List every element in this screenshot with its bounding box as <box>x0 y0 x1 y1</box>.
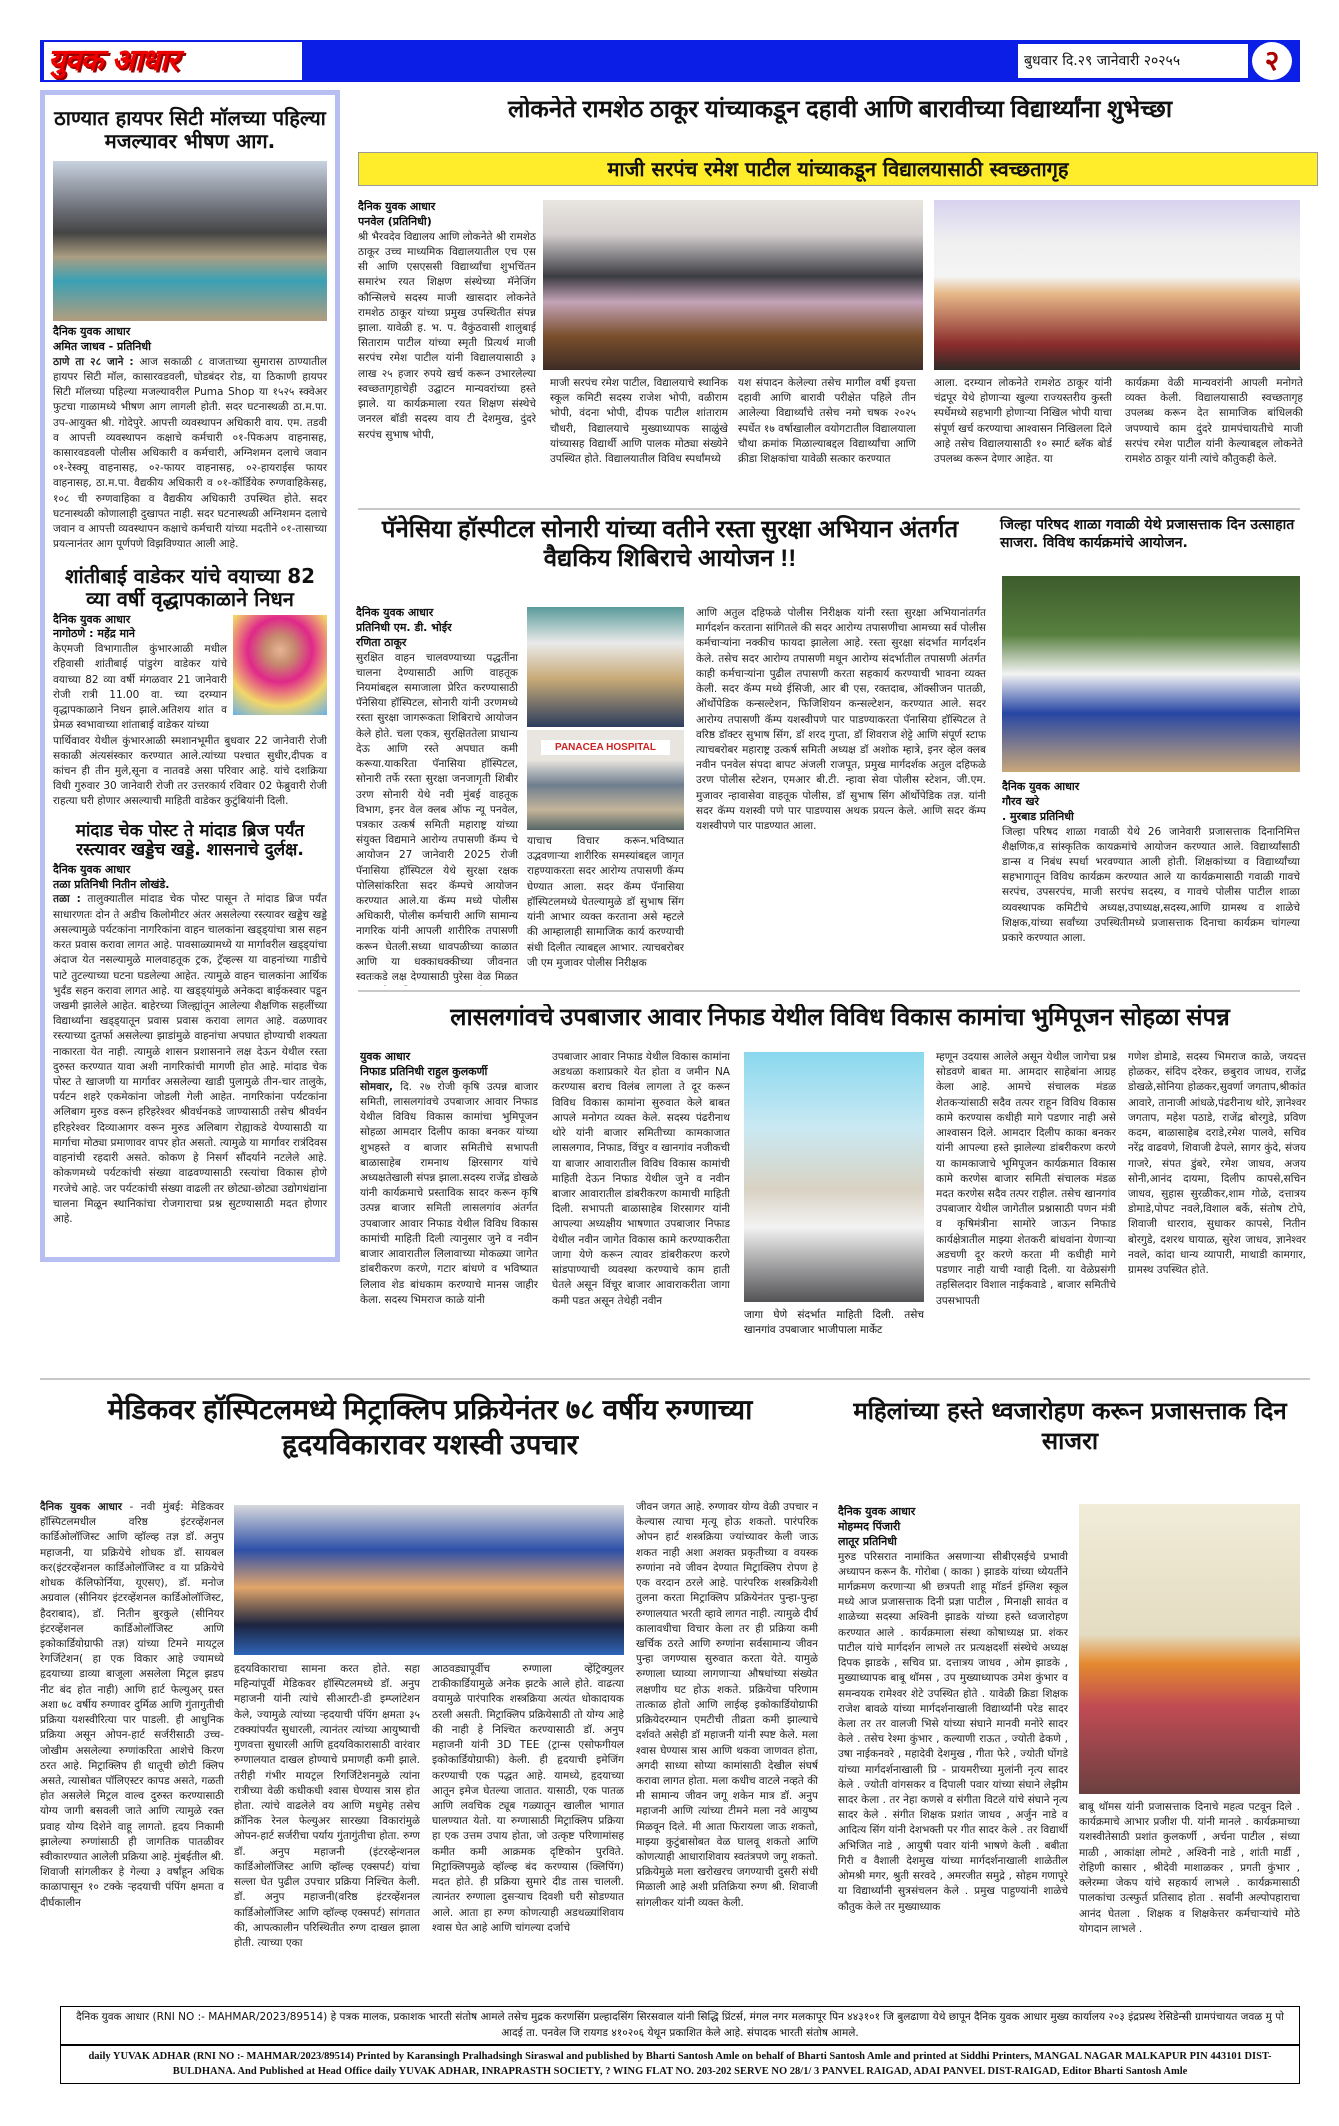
ramsheth-headline: लोकनेते रामशेठ ठाकूर यांच्याकडून दहावी आणि बारावीच्या विद्यार्थ्यांना शुभेच्छा <box>507 96 1173 123</box>
thane-fire-byline: अमित जाधव - प्रतिनिधी <box>53 339 151 353</box>
ramsheth-subheadline: माजी सरपंच रमेश पाटील यांच्याकडून विद्यालयासाठी स्वच्छतागृह <box>358 152 1318 186</box>
mandad-road-dateline: तळा : <box>53 893 81 906</box>
obituary-photo <box>233 615 327 715</box>
imprint-marathi: दैनिक युवक आधार (RNI NO :- MAHMAR/2023/89514) हे पत्रक मालक, प्रकाशक भारती संतोष आमले तसेच मुद्रक करणसिंग प्रल्हादसिंग सिरसवाल यांनी सिद्धि प्रिंटर्स, मंगल नगर मलकापूर पिन ४४३१०१ जि बुलढाणा येथे छापून दैनिक युवक आधार मुख्य कार्यालय २०३ इंद्रप्रस्थ रेसिडेन्सी ग्रामपंचायत जवळ मु पो आदई ता. पनवेल जि रायगड ४१०२०६ येथून प्रकाशित केले आहे. संपादक भारती संतोष आमले. <box>61 2007 1299 2046</box>
left-sidebar-column <box>40 90 340 1262</box>
thane-fire-photo <box>53 161 327 321</box>
ramsheth-photo-students <box>543 200 923 370</box>
gavali-body: जिल्हा परिषद शाळा गवाळी येथे 26 जानेवारी प्रजासत्ताक दिनानिमित्त शैक्षणिक,व सांस्कृतिक कायक्रमांचे आयोजन करण्यात आले. विद्यार्थ्यांसाठी डान्स व निबंध स्पर्धा भरवण्यात आली होती. शिक्षकांच्या व विद्यार्थ्यांच्या सहभागातून विविध कार्यक्रम करण्यात आले या कार्यक्रमासाठी गवाळी गावचे सरपंच, उपसरपंच, माजी सरपंच सदस्य, व गावचे पोलीस पाटील शाळा व्यवस्थापक कमिटीचे अध्यक्ष,उपाध्यक्ष,सदस्य,आणि ग्रामस्थ व शाळेचे शिक्षक,यांच्या सर्वांच्या उपस्थितीमध्ये प्रजासत्ताक दिनाचा कार्यक्रम चांगल्या प्रकारे करण्यात आला. <box>1002 825 1300 945</box>
imprint-english: daily YUVAK ADHAR (RNI NO :- MAHMAR/2023/89514) Printed by Karansingh Pralhadsingh Siraswal and published by Bharti Santosh Amle on behalf of Bharti Santosh Amle and printed at Siddhi Printers, MANGAL NAGAR MALKAPUR PIN 443101 DIST- BULDHANA. And Published at Head Office daily YUVAK ADHAR, INRAPRASTH SOCIETY, ? WING FLAT NO. 203-202 SERVE NO 28/1/ 3 PANVEL RAIGAD, ADAI PANVEL DIST-RAIGAD, Editor Bharti Santosh Amle <box>88 2050 1272 2078</box>
panacea-headline: पॅनेसिया हॉस्पीटल सोनारी यांच्या वतीने रस्ता सुरक्षा अभियान अंतर्गत वैद्यकिय शिबिराचे आयोजन !! <box>381 516 959 572</box>
obituary-source: दैनिक युवक आधार <box>53 612 131 626</box>
gavali-byline1: गौरव खरे <box>1002 794 1039 808</box>
panacea-photo-checkup <box>527 607 684 727</box>
divider <box>358 990 1300 992</box>
flag-hoisting-col1: मुरुड परिसरात नामांकित असणाऱ्या सीबीएसईचे प्रभावी अध्यापन करून कै. गोरोबा ( काका ) झाडके यांच्या ध्येयर्तीने मार्गक्रमण करणाऱ्या श्री छत्रपती शाहू मॉडर्न इंग्लिश स्कूल मध्ये आज प्रजासत्ताक दिनी प्रज्ञा पाटील , मिनाक्षी सावंत व शाळेच्या सदस्या अश्विनी झाडके यांच्या हस्ते ध्वजारोहण करण्यात आले . कार्यक्रमाला संस्था कोषाध्यक्ष प्रा. शंकर पाटील यांचे मार्गदर्शन लाभले तर प्रत्यक्षदर्शी संस्थेचे अध्यक्ष दिपक झाडके , सचिव प्रा. दत्तात्रय जाधव , ओम झाडके , मुख्याध्यापक बाबू थॉमस , उप मुख्याध्यापक उमेश कुंभार व समन्वयक रामेश्वर शेटे उपस्थित होते . यावेळी क्रिडा शिक्षक राजेश बावळे यांच्या मार्गदर्शनाखाली विद्यार्थ्यांनी परेड सादर केला तर तर वालजी भिसे यांच्या संघाने मानवी मनोरे सादर केले . तसेच रेश्मा कुंभार , कल्याणी राऊत , ज्योती ढेकणे , उषा नाईकनवरे , महादेवी देशमुख , गीता फेरे , ज्योती घोंगडे यांच्या मार्गदर्शनाखाली प्रि - प्रायमरीच्या मुलांनी नृत्य सादर केले . ज्योती वांगसकर व दिपाली पवार यांच्या संघाने लेझीम सादर केला . तर नेहा कणसे व संगीता विटले यांचे संघाने नृत्य सादर केले . संगीत शिक्षक प्रशांत जाधव , अर्जुन नाडे व आदित्य सिंग यांनी देशभक्ती पर गीत सादर केले . तर विद्यार्थी अभिजित नाडे , आयुषी पवार यांनी भाषणे केली . बबीता गिरी व वैशाली देशमुख यांच्या मार्गदर्शनाखाली शाळेतील ओमश्री मगर, श्रुती सरवदे , अमरजीत समुद्रे , सोहम गणापूरे या विद्यार्थ्यांनी सुत्रसंचलन केले . प्रमुख पाहुण्यांनी शाळेचे कौतुक केले तर मुख्याध्याक <box>838 1550 1068 1913</box>
flag-hoisting-byline1: मोहम्मद पिंजारी <box>838 1519 901 1533</box>
ramsheth-source: दैनिक युवक आधार <box>358 200 436 213</box>
panacea-source: दैनिक युवक आधार <box>356 606 434 619</box>
lasalgaon-col4: गणेश डोमाडे, सदस्य भिमराज काळे, जयदत्त होळकर, संदिप दरेकर, छबुराव जाधव, राजेंद्र डोखळे,सोनिया होळकर,सुवर्णा जगताप,श्रीकांत आवारे, तानाजी आंधळे,पंढरीनाथ थोरे, ज्ञानेश्वर जगताप, महेश पठाडे, राजेंद्र बोरगुडे, प्रविण कदम, बाळासाहेब दराडे,रमेश पालवे, सचिव नरेंद्र वाढवणे, शिवाजी ढेपले, सागर कुंदे, संजय गाजरे, संपत डुंबरे, रमेश जाधव, अजय सोनी,आनंद दायमा, दिलीप कापसे,सचिन जाधव, सुहास सुरळीकर,शाम गोळे, दत्तात्रय डोमाडे,पोपट नवले,विशाल बर्के, संतोष टोपे, शिवाजी धारराव, सुधाकर कापसे, नितीन बोरगुडे, दशरथ घायाळ, सुरेश जाधव, ज्ञानेश्वर नवले, कांदा धान्य व्यापारी, माथाडी कामगार, ग्रामस्थ उपस्थित होते. <box>1128 1051 1306 1277</box>
panacea-byline1: प्रतिनिधी एम. डी. भोईर <box>356 620 452 634</box>
flag-hoisting-source: दैनिक युवक आधार <box>838 1505 916 1518</box>
gavali-headline: जिल्हा परिषद शाळा गवाळी येथे प्रजासत्ताक दिन उत्साहात साजरा. विविध कार्यक्रमांचे आयोजन. <box>1000 517 1295 552</box>
lasalgaon-col2: उपबाजार आवार निफाड येथील विकास कामांना अडथळा कशाप्रकारे येत होता व जमीन NA करण्यास बराच विलंब लागला ते दूर करून विविध विकास कामांना सुरुवात केले बाबत आपले मनोगत व्यक्त केले. सदस्य पंढरीनाथ थोरे यांनी बाजार समितीच्या कामकाजात लासलगाव, निफाड, विंचुर व खानगांव नजीकची या बाजार आवारातील विविध विकास कामांची माहिती देऊन निफाड येथील जुने व नवीन बाजार आवारातील डांबरीकरण कामाची माहिती दिली. सभापती बाळासाहेब शिरसागर यांनी आपल्या अध्यक्षीय भाषणात उपबाजार निफाड येथील नवीन जागेत विकास कामे करण्याकरीता जागा येणे करून त्यावर डांबरीकरण करणे सांडपाण्याची व्यवस्था करण्याचे काम हाती घेतले असून विंचूर बाजार आवाराकरीता जागा कमी पडत असून तेथेही नवीन <box>552 1051 730 1307</box>
newspaper-logo: युवक आधार <box>44 42 302 80</box>
panacea-photo-group <box>527 730 684 830</box>
panacea-col1: सुरक्षित वाहन चालवण्याच्या पद्धतींना चालना देण्यासाठी आणि वाहतूक नियमांबद्दल समाजाला प्रेरित करण्यासाठी पॅनेसिया हॉस्पिटल, सोनारी यांनी उरणमध्ये रस्ता सुरक्षा जागरूकता शिबिराचे आयोजन केले होते. चला एकत्र, सुरक्षिततेला प्राधान्य देऊ आणि रस्ते अपघात कमी करूया.याकरिता पॅनासिया हॉस्पिटल, सोनारी तर्फे रस्ता सुरक्षा जनजागृती शिबीर उरण सोनारी येथे नवी मुंबई वाहतूक विभाग, इनर वेल क्लब ऑफ न्यू पनवेल, पत्रकार उत्कर्ष समिती महाराष्ट्र यांच्या संयुक्त विद्यमाने आरोग्य तपासणी कॅम्प चे आयोजन 27 जानेवारी 2025 रोजी पॅनासिया हॉस्पिटल येथे सुरक्षा रक्षक पोलिसांकरिता सदर कॅम्पचे आयोजन करण्यात आले.या कॅम्प मध्ये पोलीस अधिकारी, पोलीस कर्मचारी आणि सामान्य नागरिक यांनी आपली शारीरिक तपासणी करून घेतली.सध्या धावपळीच्या काळात आणि या धक्काधक्कीच्या जीवनात स्वतःकडे लक्ष देण्यासाठी पुरेसा वेळ मिळत <box>356 651 518 984</box>
medicover-dateline: - नवी मुंबई: <box>129 1501 184 1513</box>
gavali-byline2: . मुरबाड प्रतिनिधी <box>1002 809 1074 823</box>
lasalgaon-headline: लासलगांवचे उपबाजार आवार निफाड येथील विविध विकास कामांचा भुमिपूजन सोहळा संपन्न <box>450 1004 1230 1031</box>
flag-hoisting-col2: बाबू थॉमस यांनी प्रजासत्ताक दिनाचे महत्व पटवून दिले . कार्यक्रमाचे आभार प्रजीश पी. यांनी मानले . कार्यक्रमाच्या यशस्वीतेसाठी प्रशांत कुलकर्णी , अर्चना पाटील , संध्या माळी , आकांक्षा लोमटे , अश्विनी नाडे , शांती मार्डी , रोहिणी कासार , श्रीदेवी माशाळकर , प्रगती कुंभार , क्लेरम्मा जेकप यांचे सहकार्य लाभले . कार्यक्रमासाठी पालकांचा उत्स्फुर्त प्रतिसाद होता . सर्वांनी अल्पोपहाराचा आनंद घेतला . शिक्षक व शिक्षकेत्तर कर्मचाऱ्यांचे मोठे योगदान लाभले . <box>1079 1801 1300 1935</box>
panacea-hospital-sign: PANACEA HOSPITAL <box>541 740 670 755</box>
obituary-headline: शांतीबाई वाडेकर यांचे वयाच्या 82 व्या वर्षी वृद्धापकाळाने निधन <box>64 563 316 611</box>
lasalgaon-source: युवक आधार <box>360 1050 411 1063</box>
panacea-col3: आणि अतुल दहिफळे पोलीस निरीक्षक यांनी रस्ता सुरक्षा अभियानांतर्गत मार्गदर्शन करताना सांगितले की सदर आरोग्य तपासणीचा आमच्या सर्व पोलीस कर्मचाऱ्यांना नक्कीच फायदा झालेला आहे. रस्ता सुरक्षा संदर्भात मार्गदर्शन केले. तसेच सदर आरोग्य तपासणी मधून आरोग्य संदर्भातील तपासणी अंतर्गत काही कर्मचाऱ्यांना पुढील तपासणी करता सहकार्य करण्याची भावना व्यक्त केली. सदर कॅम्प मध्ये ईसिजी, आर बी एस, रक्तदाब, ऑक्सीजन पातळी, ऑर्थोपेडिक कन्सल्टेशन, फिजिशियन कन्सल्टेशन, करण्यात आले. सदर आरोग्य तपासणी कॅम्प यशस्वीपणे पार पाडण्याकरता पॅनासिया हॉस्पिटल ते वरिष्ठ डॉक्टर सुभाष सिंग, डॉ शरद गुप्ता, डॉ शिवराज शेट्टे आणि संपूर्ण स्टाफ त्याचबरोबर महाराष्ट्र उत्कर्ष समिती अध्यक्ष डॉ अशोक म्हात्रे, इनर व्हेल क्लब नवीन पनवेल संपदा बापट अंजली राजपूत, प्रमुख मार्गदर्शक अतुल दहिफळे उरण पोलीस स्टेशन, एमआर बी.टी. न्हावा सेवा पोलीस स्टेशन, जी.एम. मुजावर न्हावासेवा वाहतूक पोलीस, डॉ सुभाष सिंग ऑर्थोपेडिक तज्ञ. यांनी सदर कॅम्प यशस्वी पणे पार पाडण्यास अथक प्रयत्न केले. आणि सदर कॅम्प यशस्वीपणे पार पाडण्यात आला. <box>696 607 986 833</box>
ramsheth-col4: आला. दरम्यान लोकनेते रामशेठ ठाकूर यांनी चंद्रपूर येथे होणाऱ्या खुल्या राज्यस्तरीय कुस्ती स्पर्धेमध्ये सहभागी होणाऱ्या निखिल भोपी याचा संपूर्ण खर्च करण्याचा आश्वासन निखिलला दिले आहे तसेच विद्यालयासाठी १० स्मार्ट ब्लॅक बोर्ड उपलब्ध करून देणार आहेत. या <box>934 377 1112 466</box>
obituary-byline: नागोठणे : महेंद्र माने <box>53 627 136 641</box>
mandad-road-byline: तळा प्रतिनिधी नितीन लोखंडे. <box>53 877 170 891</box>
gavali-source: दैनिक युवक आधार <box>1002 780 1080 793</box>
panacea-col2: याचाच विचार करून.भविष्यात उद्भवणाऱ्या शारीरिक समस्यांबद्दल जागृत राहण्याकरता सदर आरोग्य तपासणी कॅम्प घेण्यात आला. सदर कॅम्प पॅनासिया हॉस्पिटलमध्ये घेतल्यामुळे डॉ सुभाष सिंग यांनी आभार व्यक्त करताना असे म्हटले की आम्हालाही सामाजिक कार्य करण्याची संधी दिलीत त्याबद्दल आभार. त्याचबरोबर जी एम मुजावर पोलीस निरीक्षक <box>527 835 684 969</box>
medicover-source: दैनिक युवक आधार <box>40 1501 123 1513</box>
medicover-photo <box>234 1505 624 1655</box>
obituary-body-bottom: पार्थिवावर येथील कुंभारआळी स्मशानभूमीत बुधवार 22 जानेवारी रोजी सकाळी अंत्यसंस्कार करण्यात आले.त्यांच्या पश्चात सुधीर,दीपक व कांचन ही तीन मुले,सूना व नातवडे असा परिवार आहे. यांचे दशक्रिया विधी गुरुवार 30 जानेवारी रोजी तर उत्तरकार्य रविवार 02 फेब्रुवारी रोजी राहत्या घरी होणार असल्याची माहिती वाडेकर कुटुंबियांनी दिली. <box>53 734 327 808</box>
lasalgaon-col3: म्हणून उदयास आलेले असून येथील जागेचा प्रश्न सोडवणे बाबत मा. आमदार साहेबांना आग्रह केला आहे. आमचे संचालक मंडळ शेतकऱ्यांसाठी सदैव तत्पर राहून विविध विकास कामे करण्यास कधीही मागे पडणार नाही असे आश्वासन दिले. आमदार दिलीप काका बनकर यांनी आपल्या हस्ते झालेल्या डांबरीकरण करणे या कामकाजाचे भूमिपूजन कार्यक्रमात विकास कामे करणेस बाजार समिती संचालक मंडळ मदत करणेस सदैव तत्पर राहील. तसेच खानगांव उपबाजार येथील जागेतील प्रश्नासाठी पणन मंत्री व कृषिमंत्रीना सामोरे जाऊन निफाड कार्यक्षेत्रातील माझ्या शेतकरी बांधवांना येणाऱ्या अडचणी दूर करणे करता मी कधीही मागे पडणार नाही याची ग्वाही दिली. या वेळेप्रसंगी तहसिलदार विशाल नाईकवाडे , बाजार समितीचे उपसभापती <box>936 1051 1116 1307</box>
imprint-footer <box>60 2006 1300 2084</box>
medicover-col4: जीवन जगत आहे. रुग्णावर योग्य वेळी उपचार न केल्यास त्याचा मृत्यू होऊ शकतो. पारंपरिक ओपन हार्ट शस्त्रक्रिया ज्यांच्यावर केली जाऊ शकत नाही अशा अशक्त प्रकृतीच्या व वयस्क रुग्णांना नवे जीवन देण्यात मिट्राक्लिप रोपण हे एक वरदान ठरले आहे. पारंपरिक शस्त्रक्रियेशी तुलना करता मिट्राक्लिप प्रक्रियेनंतर पुन्हा-पुन्हा रुग्णालयात भरती व्हावे लागत नाही. त्यामुळे दीर्घ कालावधीचा विचार केला तर ही प्रक्रिया कमी खर्चिक ठरते आणि रुग्णांना सर्वसामान्य जीवन पुन्हा जगण्यास सुरुवात करता येते. यामुळे रुग्णाला घ्याव्या लागणाऱ्या औषधांच्या संख्येत लक्षणीय घट होऊ शकते. प्रक्रियेचा परिणाम तात्काळ होतो आणि लाईव्ह इकोकार्डियोग्राफी प्रक्रियेदरम्यान एमटीची तीव्रता कमी झाल्याचे दर्शवते असेही डॉ महाजनी यांनी स्पष्ट केले. मला श्वास घेण्यास त्रास आणि थकवा जाणवत होता, अगदी साध्या सोप्या कामांसाठी देखील संघर्ष करावा लागत होता. मला कधीच वाटले नव्हते की मी सामान्य जीवन जगू शकेन मात्र डॉ. अनुप महाजनी आणि त्यांच्या टीमने मला नवे आयुष्य मिळवून दिले. मी आता फिरायला जाऊ शकतो, माझ्या कुटुंबासोबत वेळ घालवू शकतो आणि कोणत्याही आधाराशिवाय स्वतंत्रपणे जगू शकतो. प्रक्रियेमुळे मला खरोखरच जगण्याची दुसरी संधी मिळाली आहे अशी प्रतिक्रिया रुग्ण श्री. शिवाजी सांगलीकर यांनी व्यक्त केली. <box>636 1501 818 1909</box>
page-number: २ <box>1252 42 1292 80</box>
gavali-photo <box>1002 576 1300 772</box>
medicover-col3: आठवड्यापूर्वीच रुग्णाला व्हेंट्रिक्युलर टाकीकार्डियामुळे अनेक झटके आले होते. वाढत्या वयामुळे पारंपारिक शस्त्रक्रिया अत्यंत धोकादायक ठरली असती. मिट्राक्लिप प्रक्रियेसाठी तो योग्य आहे की नाही हे निश्चित करण्यासाठी डॉ. अनुप महाजनी यांनी 3D TEE (ट्रान्स एसोफगीयल इकोकार्डियोग्राफी) केली. ही हृदयाची इमेजिंग करण्याची एक पद्धत आहे. यामध्ये, हृदयाच्या आतून इमेज घेतल्या जातात. यासाठी, एक पातळ आणि लवचिक ट्यूब गळ्यातून खालील भागात घालण्यात येतो. या रुग्णासाठी मिट्राक्लिप प्रक्रिया हा एक उत्तम उपाय होता, जो उत्कृष्ट परिणामांसह कमीत कमी आक्रमक दृष्टिकोन पुरविते. मिट्राक्लिपमुळे व्हॉल्व्ह बंद करण्यास (क्लिपिंग) मदत होते. ही प्रक्रिया सुमारे दीड तास चालली. त्यानंतर रुग्णाला दुसऱ्याच दिवशी घरी सोडण्यात आले. आता हा रुग्ण कोणत्याही अडथळ्यांशिवाय श्वास घेत आहे आणि चांगल्या दर्जाचे <box>432 1663 624 1934</box>
obituary-body-top: केएमजी विभागातील कुंभारआळी मधील रहिवासी शांतीबाई पांडुरंग वाडेकर यांचे वयाच्या 82 व्या वर्षी मंगळवार 21 जानेवारी रोजी रात्री 11.00 वा. च्या दरम्यान वृद्धापकाळाने निधन झाले.अतिशय शांत व प्रेमळ स्वभावाच्या शांताबाई वाडेकर यांच्या <box>53 643 227 732</box>
medicover-col2: हृदयविकाराचा सामना करत होते. सहा महिन्यांपूर्वी मेडिकवर हॉस्पिटलमध्ये डॉ. अनुप महाजनी यांनी त्यांचे सीआरटी-डी इम्प्लांटेशन केले, ज्यामुळे त्यांच्या ऱ्हदयाची पंपिंग क्षमता ३५ टक्क्यांपर्यंत सुधारली, त्यानंतर त्यांच्या आयुष्याची गुणवत्ता सुधारली आणि हृदयविकारासाठी वारंवार रुग्णालयात दाखल होण्याचे प्रमाणही कमी झाले. तरीही गंभीर मायट्रल रिगर्जिटेशनमुळे त्यांना रात्रीच्या वेळी कधीकधी श्वास घेण्यास त्रास होत होता. त्यांचे वाढलेले वय आणि मधुमेह तसेच क्रॉनिक रेनल फेल्युअर सारख्या विकारांमुळे ओपन-हार्ट सर्जरीचा पर्याय गुंतागुंतीचा होता. रुग्ण डॉ. अनुप महाजनी (इंटरव्हेन्शनल कार्डिओलॉजिस्ट आणि व्हॉल्व्ह एक्सपर्ट) यांचा सल्ला घेत पुढील उपचार प्रक्रिया निश्चित केली. डॉ. अनुप महाजनी(वरिष्ठ इंटरव्हेंशनल कार्डिओलॉजिस्ट आणि व्हॉल्व्ह एक्सपर्ट) सांगतात की, आपत्कालीन परिस्थितीत रुग्ण दाखल झाला होती. त्याच्या एका <box>234 1663 420 1949</box>
masthead <box>40 40 1300 82</box>
thane-fire-body: आज सकाळी ८ वाजताच्या सुमारास ठाण्यातील हायपर सिटी मॉल, कासारवडवली, घोडबंदर रोड, या ठिकाणी हायपर सिटी मॉलच्या पहिल्या मजल्यावरील Puma Shop या १५२५ स्क्वेअर फुटचा गाळामध्ये भीषण आग लागली होती. सदर घटनास्थळी ठा.म.पा. उप-आयुक्त श्री. गोदेपुरे. आपत्ती व्यवस्थापन अधिकारी वाय. एम. तडवी व आपत्ती व्यवस्थापन कक्षाचे कर्मचारी ०१-पिकअप वाहनासह, कासारवडवली पोलीस अधिकारी व कर्मचारी, अग्निशमन दलाचे जवान ०१-रेस्क्यू वाहनासह, ०२-फायर वाहनासह, ०२-हायराईस फायर वाहनासह, ठा.म.पा. वैद्यकीय अधिकारी व ०१-कॉर्डियेक रुग्णवाहिकेसह, १०८ ची रुग्णवाहिका व वैद्यकीय अधिकारी उपस्थित होते. सदर घटनास्थळी कोणालाही दुखापत नाही. सदर घटनास्थळी अग्निशमन दलाचे जवान व आपत्ती व्यवस्थापन कक्षाचे कर्मचारी यांच्या मदतीने ०१-तासाच्या प्रयत्नानंतर आग पूर्णपणे विझविण्यात आली आहे. <box>53 355 327 551</box>
lasalgaon-photo <box>744 1052 924 1302</box>
lasalgaon-col1: दि. २७ रोजी कृषि उत्पन्न बाजार समिती, लासलगांवचे उपबाजार आवार निफाड येथील विविध विकास कामांचा भुमिपूजन सोहळा आमदार दिलीप काका बनकर यांच्या शुभहस्ते व बाजार समितीचे सभापती बाळासाहेब रामनाथ क्षिरसागर यांचे अध्यक्षतेखाली संपन्न झाला.सदस्य राजेंद्र डोखळे यांनी कार्यक्रमाचे प्रस्ताविक सादर करून कृषि उत्पन्न बाजार समिती लासलगांव अंतर्गत उपबाजार आवार निफाड येथील विविध विकास कामांची माहिती दिली त्यानुसार जुने व नवीन बाजार आवारातील लिलावाच्या मोकळ्या जागेत डांबरीकरण करणे, गटार बांधणे व भविष्यात लिलाव शेड बांधकाम करण्याचे मानस जाहीर केला. सदस्य भिमराज काळे यांनी <box>360 1080 538 1306</box>
thane-fire-source: दैनिक युवक आधार <box>53 325 131 338</box>
ramsheth-col5: कार्यक्रमा वेळी मान्यवरांनी आपली मनोगते व्यक्त केली. विद्यालयासाठी स्वच्छतागृह उपलब्ध करून देत सामाजिक बांधिलकी जपण्याचे काम दुंदरे ग्रामपंचायतीचे माजी सरपंच रमेश पाटील यांनी केल्याबद्दल लोकनेते रामशेठ ठाकूर यांनी त्यांचे कौतुकही केले. <box>1125 377 1303 466</box>
mandad-road-body: तालुक्यातील मांदाड चेक पोस्ट पासून ते मांदाड ब्रिज पर्यंत साधारणतः दोन ते अडीच किलोमीटर अंतर असलेल्या रस्त्यावर खड्डेच खड्डे असल्यामुळे पर्यटकांना नागरिकांना वाहन चालकांना खड्ड्यांचा त्रास सहन करत प्रवास करावा लागत आहे. पावसाळ्यामध्ये या मार्गावरील खड्ड्यांचा अंदाज येत नसल्यामुळे मालवाहतूक ट्रक, ट्रॅव्हल्स या वाहनांच्या गाडीचे पाटे तुटल्याच्या घटना घडलेल्या आहेत. त्यामुळे वाहन चालकांना आर्थिक भुर्दंड सहन करावा लागत आहे. या खड्ड्यांमुळे अनेकदा बाईकस्वार पडून जखमी झालेले आहेत. बाहेरच्या जिल्ह्यांतून आलेल्या शैक्षणिक सहलींच्या विद्यार्थ्यांना खड्ड्यातून प्रवास प्रवास करावा लागत आहे. वळणावर रस्त्याच्या दुतर्फा असलेल्या झाडांमुळे वाहनांचा अपघात होण्याची शक्यता नाकारता येत नाही. त्यामुळे शासन प्रशासनाने लक्ष देऊन येथील रस्ता दुरुस्त करण्यात यावा अशी नागरिकांची मागणी होत आहे. मांदाड चेक पोस्ट ते खाजणी या मार्गावर असलेल्या खाडी पुलामुळे तीन-चार तालुके, पर्यटन शहरे एकमेकांना जोडली गेली आहेत. नागरिकांना पर्यटकांना अलिबाग मुरुड वरून हरिहरेश्वर श्रीवर्धनकडे जाण्यासाठी तसेच श्रीवर्धन हरिहरेश्वर दिव्याआगर वरून मुरुड अलिबाग रोह्याकडे येण्यासाठी या मार्गाचा मोठ्या प्रमाणावर वापर होत असतो. त्यामुळे या मार्गावर रात्रंदिवस वाहनांची रहदारी असते. कोकण हे निसर्ग सौंदर्याने नटलेले आहे. कोकणमध्ये पर्यटकांची संख्या वाढवण्यासाठी रस्त्यांचा विकास होणे गरजेचे आहे. जर पर्यटकांची संख्या वाढली तर छोट्या-छोट्या उद्योगधंद्यांना चालना मिळून स्थानिकांचा रोजगाराचा प्रश्न सुटण्यासाठी मदत होणार आहे. <box>53 893 327 1225</box>
medicover-col1: मेडिकवर हॉस्पिटलमधील वरिष्ठ इंटरव्हेंशनल कार्डिओलॉजिस्ट आणि व्हॉल्व्ह तज्ञ डॉ. अनुप महाजनी, या प्रक्रियेचे शोधक डॉ. सायबल कर(इंटरव्हेंशनल कार्डिओलॉजिस्ट व या प्रक्रियेचे शोधक कॅलिफोर्निया, यूएसए), डॉ. मनोज अग्रवाल (सीनियर इंटरव्हेंशनल कार्डिओलॉजिस्ट, हैदराबाद), डॉ. नितीन बुरकुले (सीनियर इंटरव्हेंशनल कार्डिओलॉजिस्ट आणि इकोकार्डियोग्राफी तज्ञ) यांच्या टिमने मायट्रल रेगर्जिटेशन( हा एक विकार आहे ज्यामध्ये हृदयाच्या डाव्या बाजूला असलेला मिट्रल झडप नीट बंद होत नाही) आणि हार्ट फेल्युअर् ग्रस्त अशा ७८ वर्षीय रुग्णावर दुर्मिळ आणि गुंतागुतीची प्रक्रिया यशस्वीरित्या पार पाडली. ही आधुनिक प्रक्रिया असून ओपन-हार्ट सर्जरीसाठी उच्च-जोखीम असलेल्या रुग्णांकरिता आशेचे किरण ठरत आहे. मिट्राक्लिप ही धातूची छोटी क्लिप असते, त्यासोबत पॉलिएस्टर कापड असते, गळती होत असलेले मिट्रल वाल्व दुरुस्त करण्यासाठी योग्य जागी बसवली जाते आणि त्यामुळे रक्त प्रवाह योग्य दिशेने वाहू लागतो. हृदय निकामी झालेल्या रुग्णांसाठी ही जागतिक पातळीवर स्वीकारण्यात आलेली प्रक्रिया आहे. मुंबईतील श्री. शिवाजी सांगलीकर हे गेल्या ३ वर्षांहून अधिक काळापासून १० टक्के ऱ्हदयाची पंपिंग क्षमता व दीर्घकालीन <box>40 1501 224 1909</box>
flag-hoisting-byline2: लातूर प्रतिनिधी <box>838 1534 897 1548</box>
ramsheth-col3: यश संपादन केलेल्या तसेच मागील वर्षी इयत्ता दहावी आणि बारावी परीक्षेत पहिले तीन आलेल्या विद्यार्थ्यांचे तसेच नमो चषक २०२५ स्पर्धेत १७ वर्षाखालील वयोगटातील विद्यालयाला चौथा क्रमांक मिळाल्याबद्दल विद्यार्थ्यांचा आणि क्रीडा शिक्षकांचा यावेळी सत्कार करण्यात <box>738 377 916 466</box>
thane-fire-dateline: ठाणे ता २८ जाने : <box>53 355 134 368</box>
ramsheth-col2: माजी सरपंच रमेश पाटील, विद्यालयाचे स्थानिक स्कूल कमिटी सदस्य राजेश भोपी, वळीराम भोपी, वंदना भोपी, दीपक पाटील शांताराम चौधरी, विद्यालयाचे मुख्याध्यापक साळुंखे यांच्यासह विद्यार्थी आणि पालक मोठ्या संख्येने उपस्थित होते. विद्यालयातील विविध स्पर्धांमध्ये <box>550 377 728 466</box>
ramsheth-byline: पनवेल (प्रतिनिधी) <box>358 214 432 228</box>
issue-date: बुधवार दि.२९ जानेवारी २०२५५ <box>1018 44 1248 78</box>
divider <box>358 508 1300 510</box>
lasalgaon-photo-caption: जागा घेणे संदर्भात माहिती दिली. तसेच खानगांव उपबाजार भाजीपाला मार्केट <box>744 1309 924 1337</box>
mandad-road-headline: मांदाड चेक पोस्ट ते मांदाड ब्रिज पर्यंत रस्त्यावर खड्डेच खड्डे. शासनाचे दुर्लक्ष. <box>75 820 305 861</box>
lasalgaon-byline: निफाड प्रतिनिधी राहुल कुलकर्णी <box>360 1064 488 1078</box>
flag-hoisting-headline: महिलांच्या हस्ते ध्वजारोहण करून प्रजासत्ताक दिन साजरा <box>853 1397 1287 1455</box>
thane-fire-headline: ठाण्यात हायपर सिटी मॉलच्या पहिल्या मजल्यावर भीषण आग. <box>54 106 326 153</box>
mandad-road-source: दैनिक युवक आधार <box>53 862 131 876</box>
flag-hoisting-photo <box>1079 1504 1300 1794</box>
lasalgaon-dateline: सोमवार, <box>360 1080 393 1093</box>
ramsheth-col1: श्री भैरवदेव विद्यालय आणि लोकनेते श्री रामशेठ ठाकूर उच्च माध्यमिक विद्यालयातील एच एस सी आणि एसएससी विद्यार्थ्यांचा शुभचिंतन समारंभ रयत शिक्षण संस्थेच्या मॅनेजिंग कौन्सिलचे सदस्य माजी खासदार लोकनेते रामशेठ ठाकूर यांच्या प्रमुख उपस्थितीत संपन्न झाला. यावेळी ह. भ. प. वैकुंठवासी शालुबाई सिताराम पाटील यांच्या स्मृती प्रित्यर्थ माजी सरपंच रमेश पाटील यांनी विद्यालयासाठी ३ लाख २५ हजार रुपये खर्च करून उभारलेल्या स्वच्छतागृहाचेही उद्घाटन मान्यवरांच्या हस्ते झाले. या कार्यक्रमाला रयत शिक्षण संस्थेचे जनरल बॉडी सदस्य वाय टी देशमुख, दुंदरे सरपंच सुभाष भोपी, <box>358 230 536 441</box>
panacea-byline2: रणिता ठाकूर <box>356 635 407 649</box>
divider <box>40 1378 1310 1380</box>
ramsheth-photo-felicitation <box>934 200 1300 370</box>
medicover-headline: मेडिकवर हॉस्पिटलमध्ये मिट्राक्लिप प्रक्रियेनंतर ७८ वर्षीय रुग्णाच्या हृदयविकारावर यशस्वी उपचार <box>107 1394 753 1460</box>
